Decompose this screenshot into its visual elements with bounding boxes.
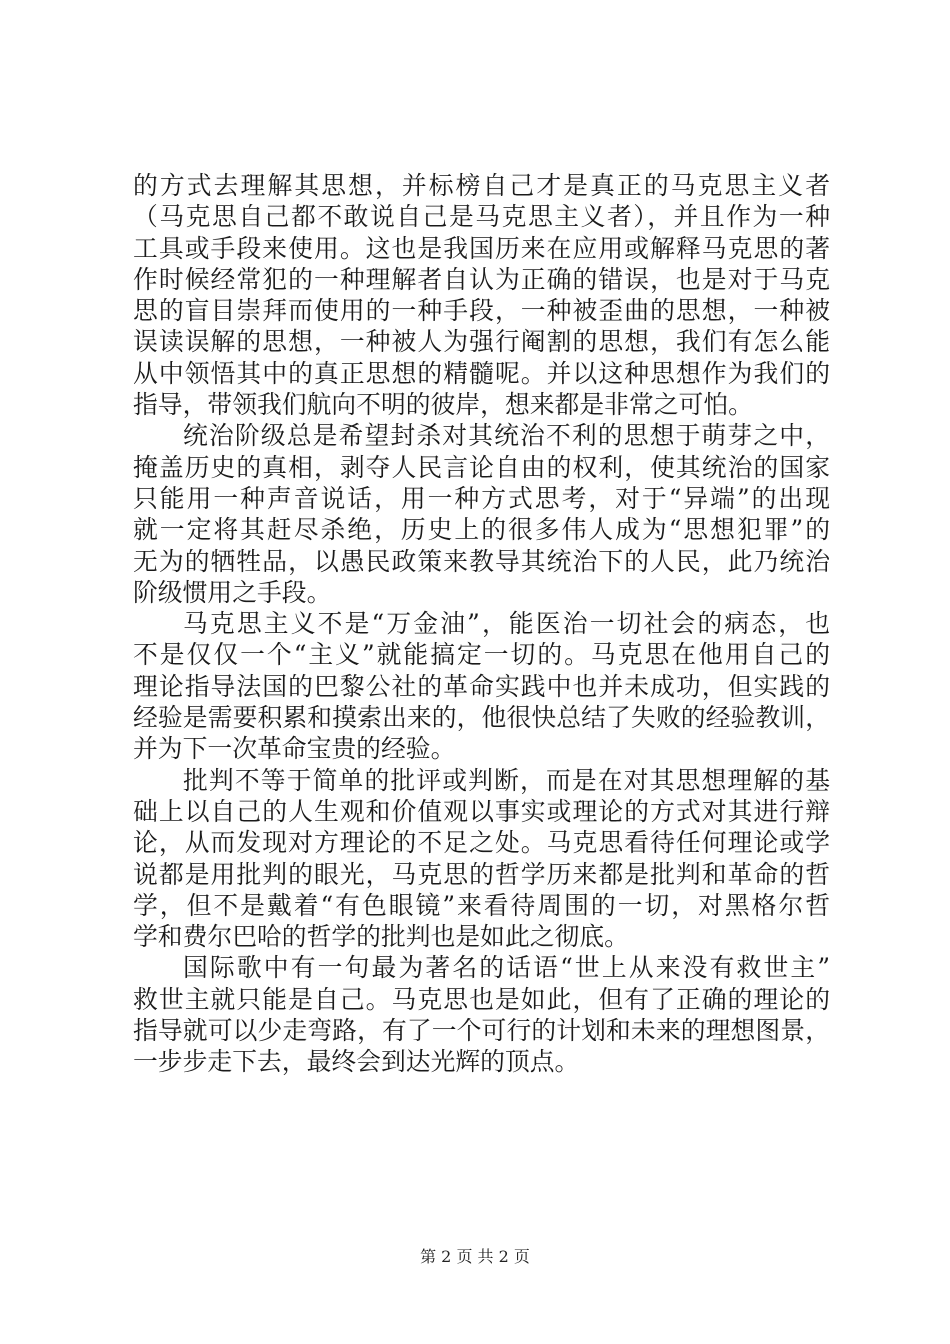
paragraph-line: 误读误解的思想，一种被人为强行阉割的思想，我们有怎么能 <box>133 327 830 357</box>
paragraph-line: 指导就可以少走弯路，有了一个可行的计划和未来的理想图景， <box>133 1016 830 1046</box>
paragraph-line: 国际歌中有一句最为著名的话语“世上从来没有救世主” <box>183 953 830 983</box>
paragraph-line: （马克思自己都不敢说自己是马克思主义者），并且作为一种 <box>133 202 830 232</box>
document-body <box>133 170 830 1078</box>
paragraph-line: 批判不等于简单的批评或判断，而是在对其思想理解的基 <box>183 765 830 795</box>
paragraph-line: 学和费尔巴哈的哲学的批判也是如此之彻底。 <box>133 922 629 952</box>
paragraph-line: 不是仅仅一个“主义”就能搞定一切的。马克思在他用自己的 <box>133 640 830 670</box>
paragraph-line: 只能用一种声音说话，用一种方式思考，对于“异端”的出现 <box>133 483 830 513</box>
paragraph-line: 理论指导法国的巴黎公社的革命实践中也并未成功，但实践的 <box>133 671 830 701</box>
paragraph-line: 论，从而发现对方理论的不足之处。马克思看待任何理论或学 <box>133 828 830 858</box>
paragraph-line: 马克思主义不是“万金油”，能医治一切社会的病态，也 <box>183 609 830 639</box>
paragraph-line: 的方式去理解其思想，并标榜自己才是真正的马克思主义者 <box>133 171 830 200</box>
paragraph-line: 学，但不是戴着“有色眼镜”来看待周围的一切，对黑格尔哲 <box>133 890 830 920</box>
paragraph-line: 一步步走下去，最终会到达光辉的顶点。 <box>133 1047 580 1077</box>
paragraph-line: 无为的牺牲品，以愚民政策来教导其统治下的人民，此乃统治 <box>133 546 830 576</box>
paragraph-line: 思的盲目崇拜而使用的一种手段，一种被歪曲的思想，一种被 <box>133 296 830 326</box>
paragraph-line: 救世主就只能是自己。马克思也是如此，但有了正确的理论的 <box>133 984 830 1014</box>
paragraph <box>133 608 830 764</box>
paragraph-line: 并为下一次革命宝贵的经验。 <box>133 734 456 764</box>
paragraph-line: 就一定将其赶尽杀绝，历史上的很多伟人成为“思想犯罪”的 <box>133 515 830 545</box>
paragraph-line: 作时候经常犯的一种理解者自认为正确的错误，也是对于马克 <box>133 264 830 294</box>
paragraph <box>133 952 830 1077</box>
paragraph <box>133 170 830 420</box>
paragraph-line: 从中领悟其中的真正思想的精髓呢。并以这种思想作为我们的 <box>133 358 830 388</box>
paragraph-line: 说都是用批判的眼光，马克思的哲学历来都是批判和革命的哲 <box>133 859 830 889</box>
paragraph-line: 统治阶级总是希望封杀对其统治不利的思想于萌芽之中， <box>183 421 830 451</box>
paragraph-line: 础上以自己的人生观和价值观以事实或理论的方式对其进行辩 <box>133 796 830 826</box>
paragraph-line: 阶级惯用之手段。 <box>133 577 332 607</box>
paragraph-line: 工具或手段来使用。这也是我国历来在应用或解释马克思的著 <box>133 233 830 263</box>
paragraph <box>133 420 830 608</box>
paragraph <box>133 765 830 953</box>
page-footer: 第 2 页 共 2 页 <box>420 1247 530 1266</box>
paragraph-line: 指导，带领我们航向不明的彼岸，想来都是非常之可怕。 <box>133 390 753 420</box>
paragraph-line: 经验是需要积累和摸索出来的，他很快总结了失败的经验教训， <box>133 703 830 733</box>
paragraph-line: 掩盖历史的真相，剥夺人民言论自由的权利，使其统治的国家 <box>133 452 830 482</box>
